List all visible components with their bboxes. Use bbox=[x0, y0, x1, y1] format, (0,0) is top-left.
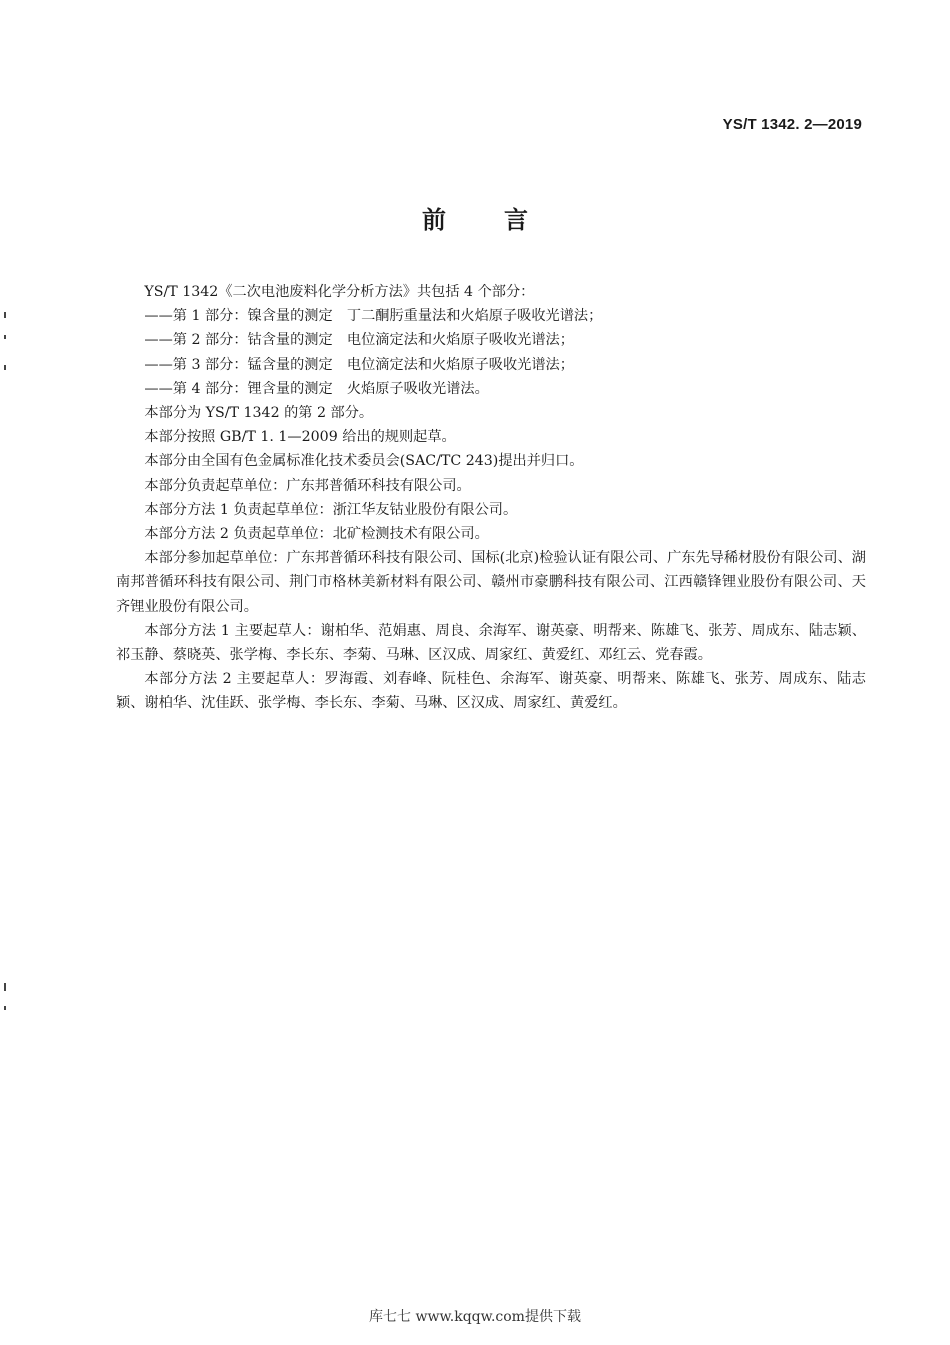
body-paragraph: 本部分参加起草单位：广东邦普循环科技有限公司、国标(北京)检验认证有限公司、广东先导稀材股份有限公司、湖南邦普循环科技有限公司、荆门市格林美新材料有限公司、赣州市豪鹏科技有限公司、江西赣锋锂业股份有限公司、天齐锂业股份有限公司。 bbox=[116, 550, 866, 615]
body-paragraph: 本部分方法 2 主要起草人：罗海霞、刘春峰、阮桂色、余海军、谢英豪、明帮来、陈雄飞、张芳、周成东、陆志颖、谢柏华、沈佳跃、张学梅、李长东、李菊、马琳、区汉成、周家红、黄爱红。 bbox=[116, 671, 866, 712]
body-paragraph: 本部分方法 1 负责起草单位：浙江华友钴业股份有限公司。 bbox=[144, 501, 518, 518]
title-char-2: 言 bbox=[504, 206, 528, 234]
download-footer: 库七七 www.kqqw.com提供下载 bbox=[369, 1309, 581, 1325]
part-list-item: ——第 1 部分：镍含量的测定 丁二酮肟重量法和火焰原子吸收光谱法； bbox=[144, 308, 603, 325]
body-paragraph: 本部分方法 1 主要起草人：谢柏华、范娟惠、周良、余海军、谢英豪、明帮来、陈雄飞、张芳、周成东、陆志颖、祁玉静、蔡晓英、张学梅、李长东、李菊、马琳、区汉成、周家红、黄爱红、邓红云、党春霞。 bbox=[116, 622, 866, 664]
part-list-item: ——第 3 部分：锰含量的测定 电位滴定法和火焰原子吸收光谱法； bbox=[144, 356, 574, 373]
body-paragraph: 本部分方法 2 负责起草单位：北矿检测技术有限公司。 bbox=[144, 526, 489, 543]
scan-mark bbox=[4, 365, 6, 370]
body-paragraph: 本部分按照 GB/T 1. 1—2009 给出的规则起草。 bbox=[144, 429, 456, 446]
part-list-item: ——第 2 部分：钴含量的测定 电位滴定法和火焰原子吸收光谱法； bbox=[144, 332, 574, 349]
part-list-item: ——第 4 部分：锂含量的测定 火焰原子吸收光谱法。 bbox=[144, 380, 489, 397]
scan-mark bbox=[4, 1006, 6, 1010]
body-paragraph: 本部分负责起草单位：广东邦普循环科技有限公司。 bbox=[144, 477, 471, 494]
scan-mark bbox=[4, 312, 6, 318]
title-char-1: 前 bbox=[422, 206, 446, 234]
body-paragraph: 本部分由全国有色金属标准化技术委员会(SAC/TC 243)提出并归口。 bbox=[144, 453, 584, 470]
scan-mark bbox=[4, 983, 6, 991]
scan-mark bbox=[4, 335, 6, 339]
intro-paragraph: YS/T 1342《二次电池废料化学分析方法》共包括 4 个部分： bbox=[144, 284, 535, 300]
body-paragraph: 本部分为 YS/T 1342 的第 2 部分。 bbox=[144, 405, 374, 422]
foreword-body bbox=[116, 280, 866, 716]
page-title bbox=[0, 200, 950, 235]
standard-code: YS/T 1342. 2—2019 bbox=[722, 116, 862, 133]
